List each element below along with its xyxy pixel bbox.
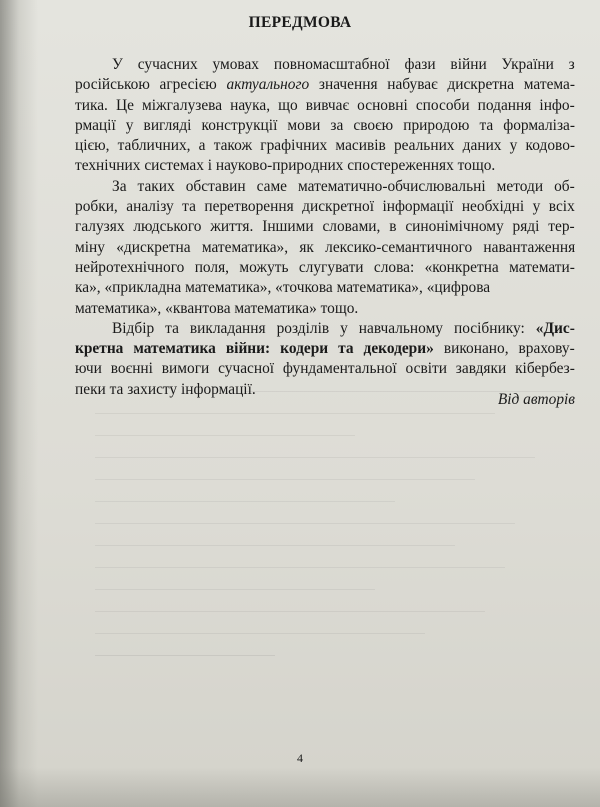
- text-line: технічних системах і науково-природних спостереженнях тощо.: [75, 157, 496, 175]
- text-line: [75, 319, 575, 339]
- text-span: Відбір та викладання розділів у навчальному посібнику:: [112, 319, 525, 337]
- text-line: ка», «прикладна математика», «точкова математика», «цифрова: [75, 279, 491, 297]
- text-line: цією, табличних, а також графічних масивів реальних даних у кодово-: [75, 137, 576, 155]
- text-span: значення набуває дискретна матема-: [318, 76, 575, 94]
- text-line: нейротехнічного поля, можуть слугувати слова: «конкретна математи-: [75, 258, 575, 276]
- bottom-shadow: [0, 767, 600, 807]
- emphasis-text: актуального: [226, 76, 310, 94]
- text-line: міну «дискретна математика», як лексико-семантичного навантаження: [75, 238, 576, 256]
- text-line: [75, 75, 575, 95]
- text-line: галузях людського життя. Іншими словами, в синонімічному ряді тер-: [75, 218, 575, 236]
- text-line: У сучасних умовах повномасштабної фази війни України з: [112, 56, 575, 73]
- text-line: математика», «квантова математика» тощо.: [75, 299, 359, 317]
- text-line: [75, 339, 575, 359]
- text-line: пеки та захисту інформації.: [75, 380, 256, 398]
- paragraph-2: [75, 177, 575, 319]
- bold-text: «Дис-: [535, 319, 575, 337]
- paragraph-3: [75, 319, 575, 400]
- text-line: ючи воєнні вимоги сучасної фундаментальної освіти завдяки кібербез-: [75, 360, 575, 378]
- text-line: За таких обставин саме математично-обчислювальні методи об-: [112, 177, 575, 195]
- text-span: виконано, врахову-: [443, 340, 575, 358]
- signature: Від авторів: [497, 391, 575, 408]
- text-line: тика. Це міжгалузева наука, що вивчає основні способи подання інфо-: [75, 96, 575, 114]
- show-through-text: [95, 370, 565, 656]
- bold-text: кретна математика війни: кодери та декодери»: [75, 340, 434, 358]
- text-line: робки, аналізу та перетворення дискретної інформації необхідні у всіх: [75, 198, 575, 216]
- foreword-body: [75, 55, 575, 400]
- text-line: рмації у вигляді конструкції мови за своєю природою та формалiза-: [75, 116, 575, 134]
- paragraph-1: [75, 55, 575, 177]
- binding-shadow: [0, 0, 38, 807]
- page-number: 4: [297, 751, 303, 765]
- text-span: російською агресією: [75, 76, 217, 94]
- page-title: ПЕРЕДМОВА: [248, 14, 352, 31]
